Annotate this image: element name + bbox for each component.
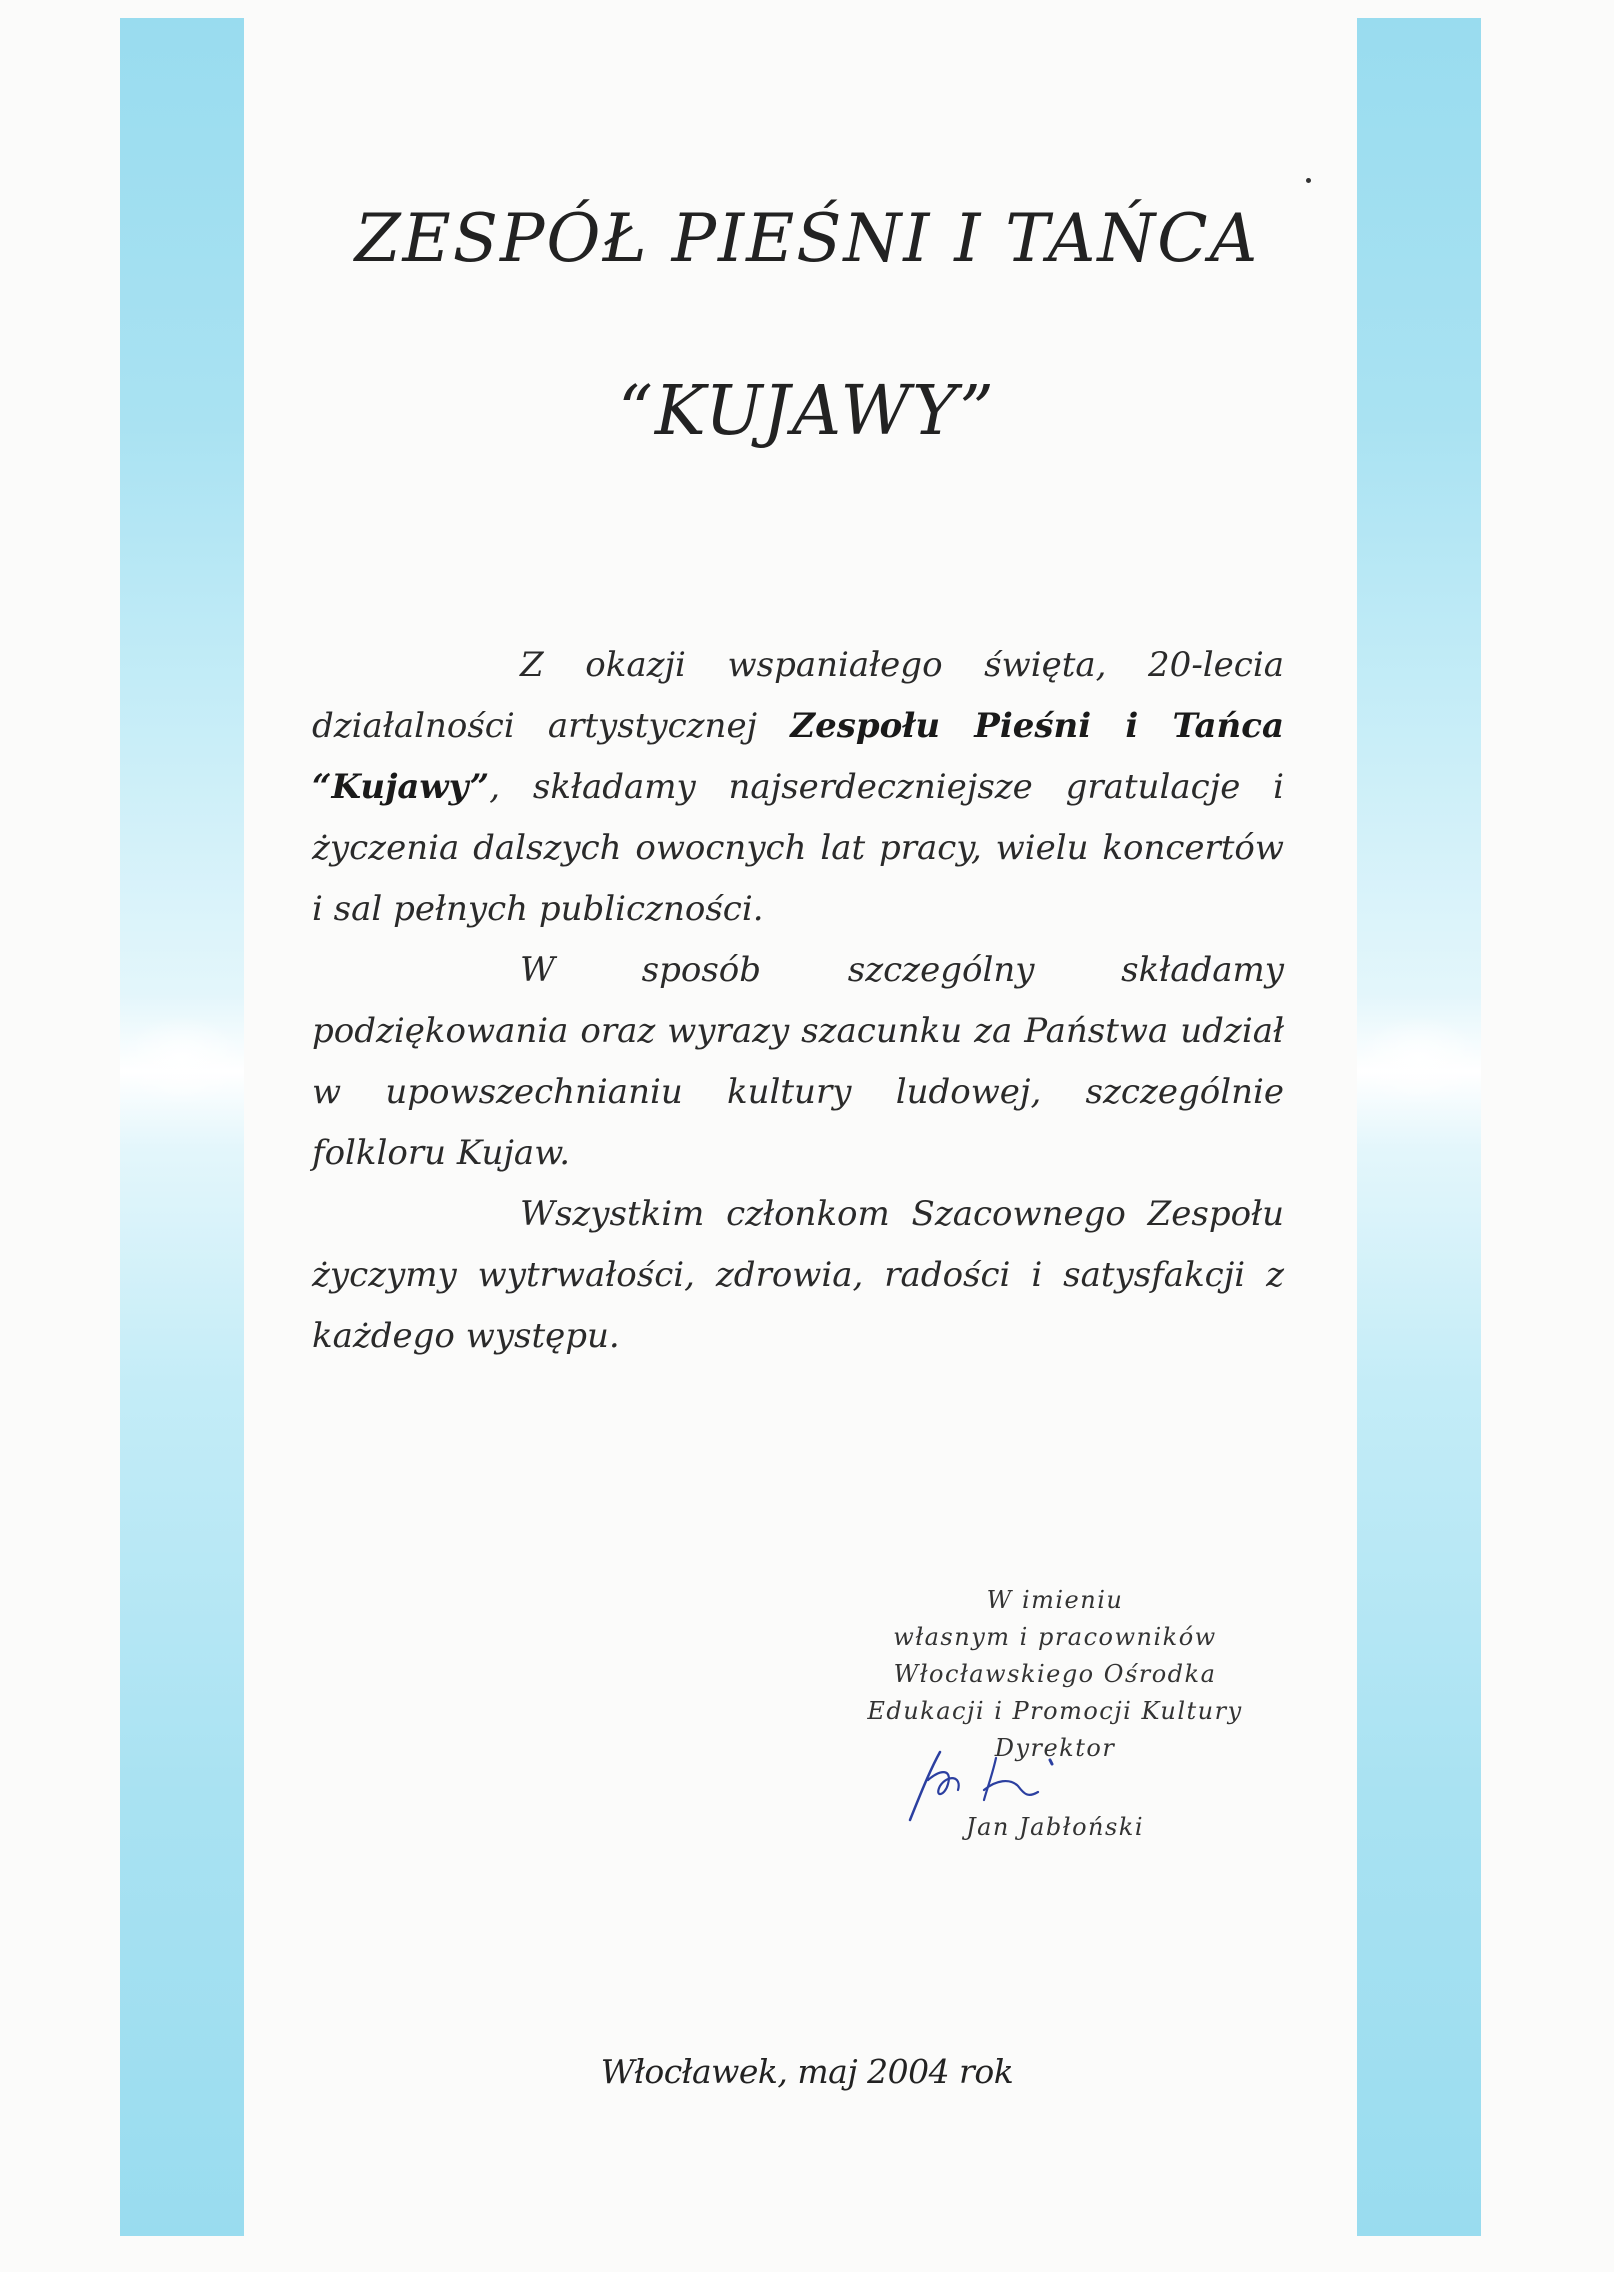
signer-title: Dyrektor bbox=[994, 1734, 1116, 1762]
signature-line-3: Włocławskiego Ośrodka bbox=[893, 1660, 1217, 1688]
paragraph-1-end: , składamy najserdeczniejsze gratulacje i życzenia dalszych owocnych lat pracy, wielu koncertów i sal pełnych publiczności. bbox=[312, 767, 1284, 929]
place-and-date: Włocławek, maj 2004 rok bbox=[600, 2052, 1014, 2091]
paragraph-1-start: Z okazji wspaniałego święta, 20-lecia działalności artystycznej bbox=[312, 645, 1284, 746]
left-band-gleam bbox=[120, 1015, 244, 1105]
signature-line-4: Edukacji i Promocji Kultury bbox=[867, 1697, 1243, 1725]
signature-line-2: własnym i pracowników bbox=[893, 1623, 1217, 1651]
heading-line-2: “KUJAWY” bbox=[618, 372, 996, 451]
right-band-gleam bbox=[1357, 1015, 1481, 1105]
paragraph-1 bbox=[312, 635, 1284, 940]
left-decorative-band bbox=[120, 18, 244, 2236]
signer-name: Jan Jabłoński bbox=[965, 1813, 1145, 1841]
letter-body bbox=[312, 635, 1284, 1367]
ink-speck bbox=[1306, 178, 1311, 183]
paragraph-2: W sposób szczególny składamy podziękowania oraz wyrazy szacunku za Państwa udział w upowszechnianiu kultury ludowej, szczególnie folkloru Kujaw. bbox=[312, 950, 1284, 1173]
paragraph-3: Wszystkim członkom Szacownego Zespołu życzymy wytrwałości, zdrowia, radości i satysfakcji z każdego występu. bbox=[312, 1194, 1284, 1356]
right-decorative-band bbox=[1357, 18, 1481, 2236]
heading-line-1: ZESPÓŁ PIEŚNI I TAŃCA bbox=[354, 200, 1260, 277]
ensemble-name: Zespołu Pieśni i Tańca “Kujawy” bbox=[312, 706, 1284, 807]
signature-line-1: W imieniu bbox=[986, 1586, 1124, 1614]
